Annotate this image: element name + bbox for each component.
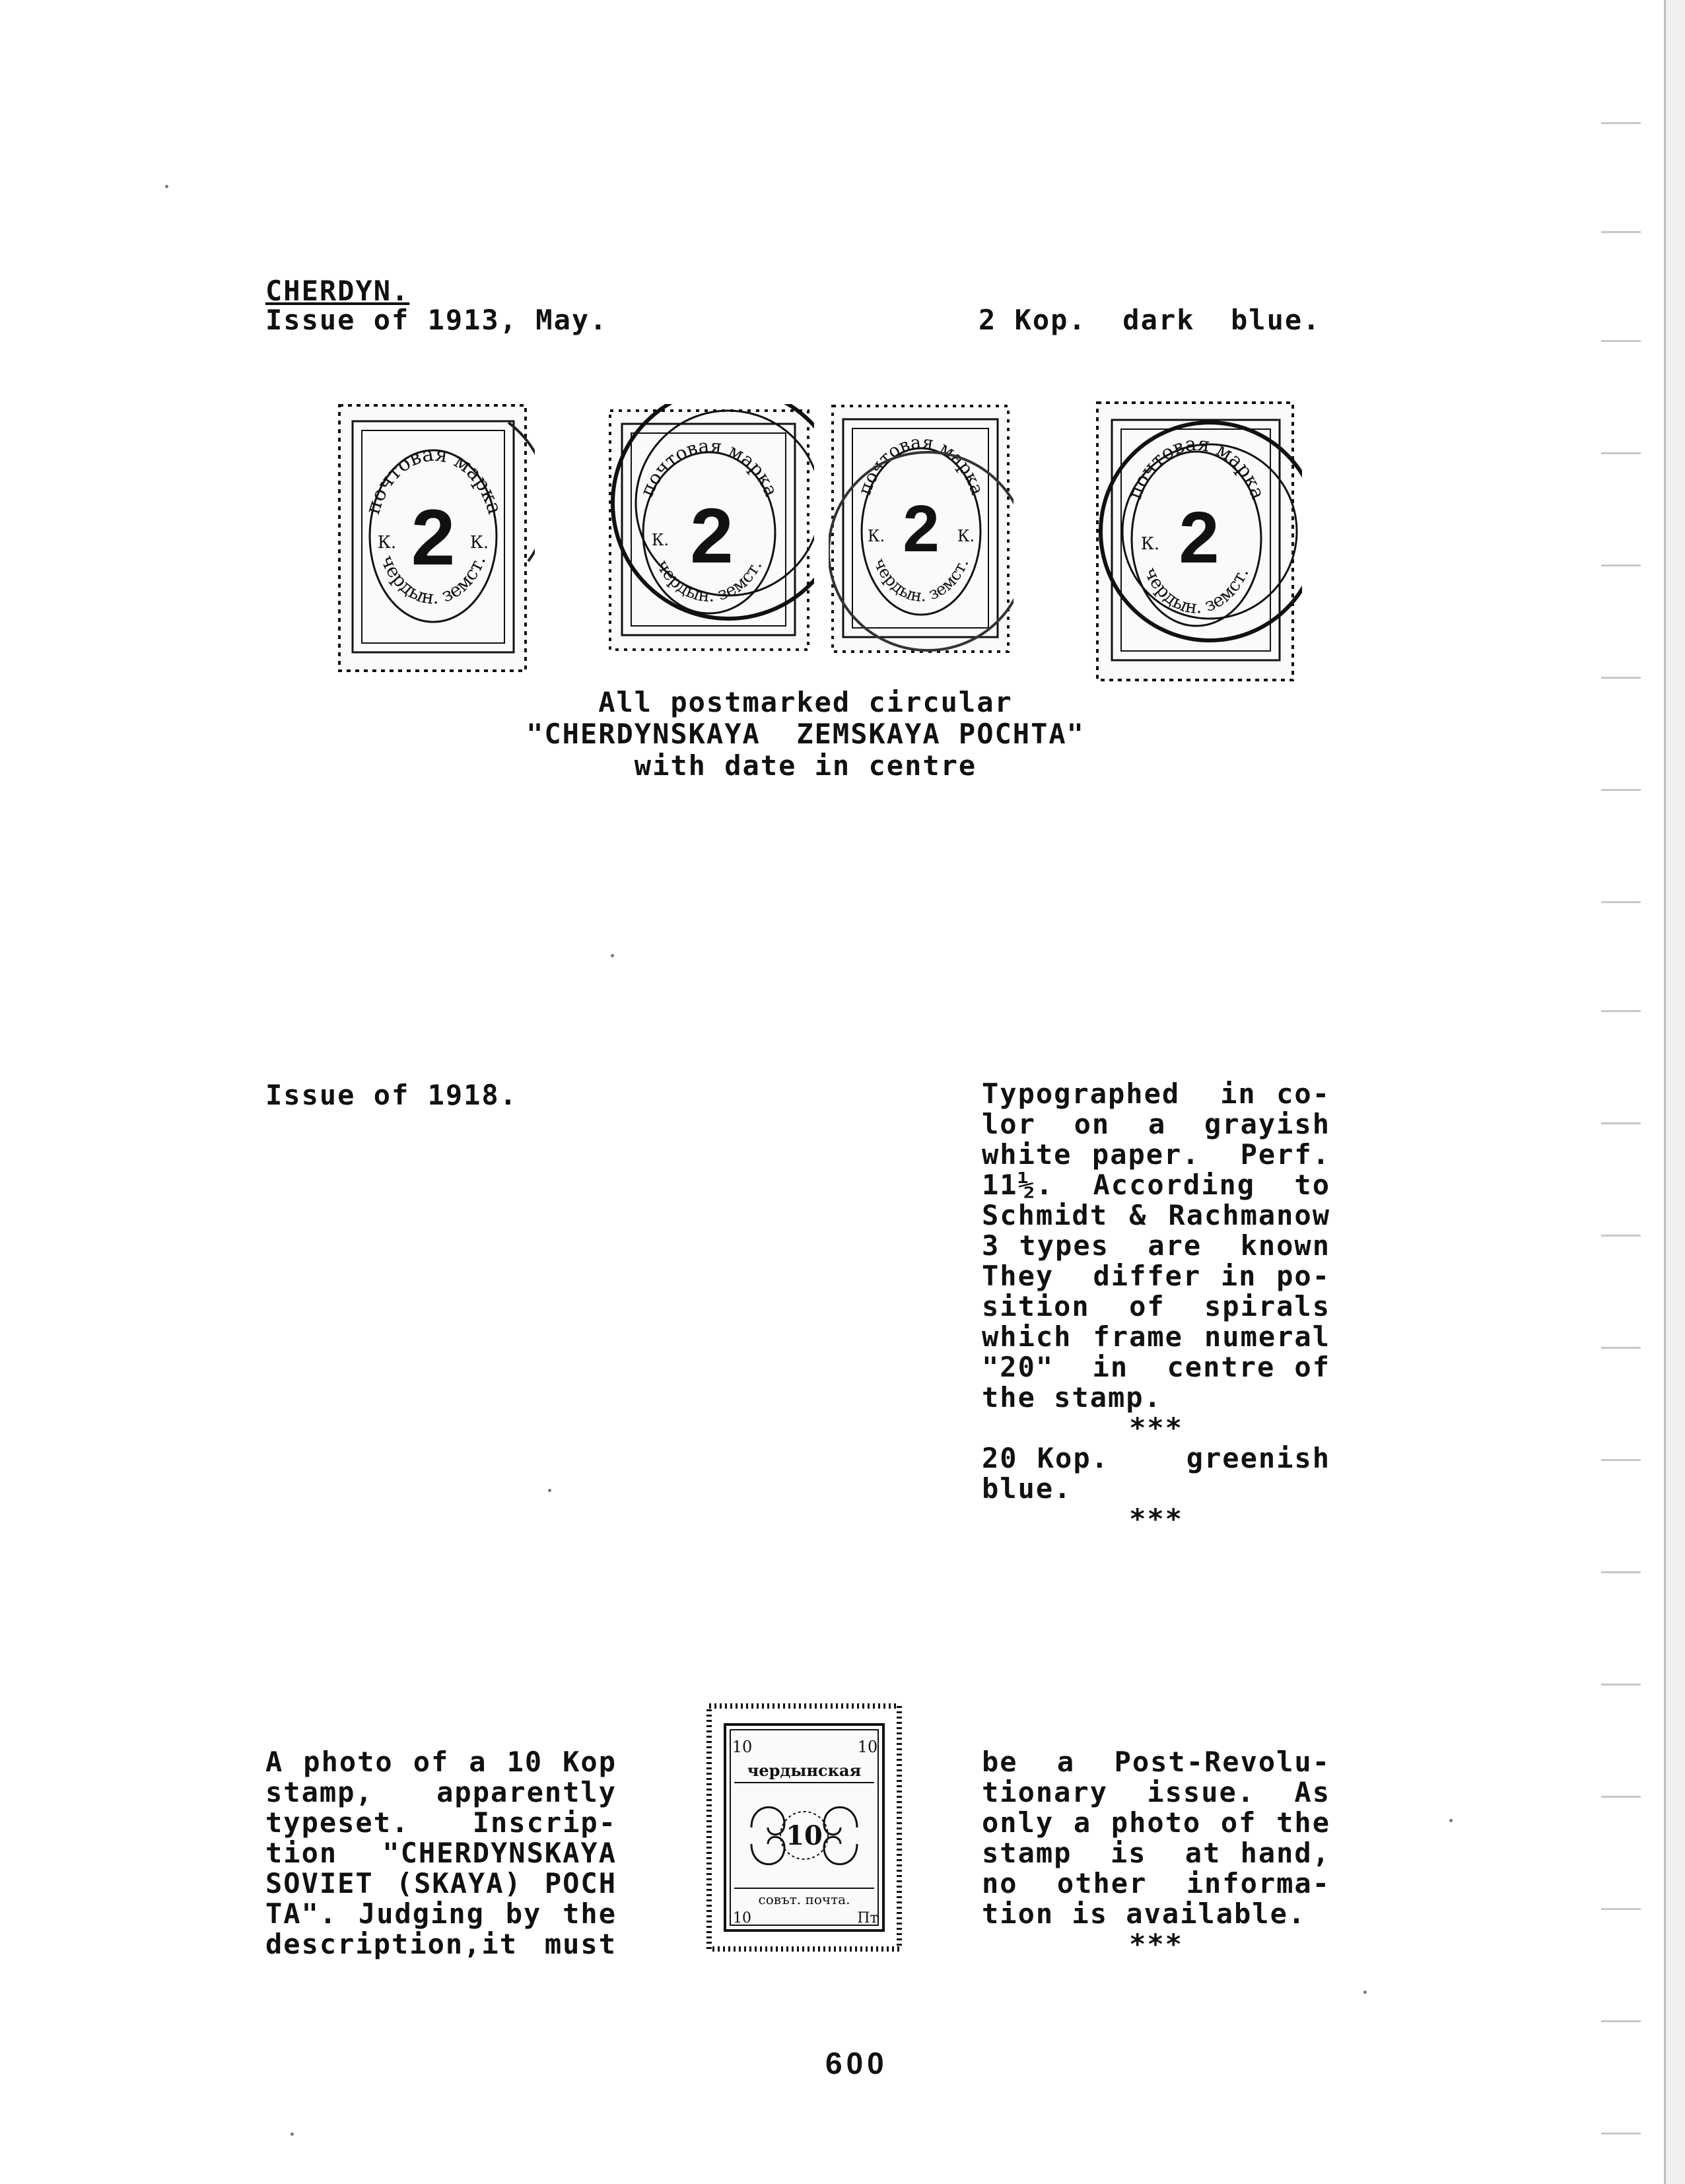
- margin-tick: [1601, 1347, 1641, 1349]
- svg-text:чердынская: чердынская: [747, 1761, 862, 1780]
- svg-text:почтовая марка: почтовая марка: [361, 442, 506, 518]
- text-line: description,it must: [265, 1928, 617, 1960]
- text-line: 11½. According to: [982, 1169, 1330, 1201]
- text-line: SOVIET (SKAYA) POCH: [265, 1867, 617, 1899]
- speck: [548, 1489, 551, 1492]
- text-line: typeset. Inscrip-: [265, 1806, 617, 1839]
- speck: [1449, 1819, 1453, 1822]
- svg-text:Пт: Пт: [857, 1910, 878, 1927]
- text-line: Typographed in co-: [982, 1077, 1330, 1110]
- margin-tick: [1601, 564, 1641, 566]
- text-line: which frame numeral: [982, 1320, 1330, 1353]
- svg-text:2: 2: [411, 493, 456, 582]
- svg-text:почтовая марка: почтовая марка: [854, 432, 988, 498]
- text-line: no other informa-: [982, 1867, 1330, 1899]
- svg-text:10: 10: [786, 1820, 823, 1851]
- svg-text:2: 2: [903, 492, 940, 566]
- text-line: tion "CHERDYNSKAYA: [265, 1837, 617, 1869]
- binding-edge: [1664, 0, 1685, 2184]
- margin-tick: [1601, 1235, 1641, 1237]
- margin-tick: [1601, 1571, 1641, 1573]
- stamp-1913-4: [1091, 396, 1302, 687]
- separator-stars: ***: [1129, 1928, 1183, 1960]
- svg-text:К.: К.: [651, 531, 670, 549]
- text-line: Schmidt & Rachmanow: [982, 1199, 1330, 1231]
- margin-tick: [1601, 1122, 1641, 1124]
- svg-text:К.: К.: [867, 527, 885, 545]
- page-number: 600: [825, 2046, 888, 2080]
- svg-text:К.: К.: [469, 533, 489, 553]
- margin-tick: [1601, 452, 1641, 454]
- separator-stars: ***: [1129, 1412, 1183, 1444]
- margin-tick: [1601, 2133, 1641, 2134]
- margin-tick: [1601, 1684, 1641, 1686]
- svg-text:К.: К.: [1140, 534, 1160, 554]
- margin-tick: [1601, 789, 1641, 791]
- text-line: sition of spirals: [982, 1290, 1330, 1322]
- issue-1913-value: 2 Kop. dark blue.: [979, 304, 1321, 336]
- svg-text:почтовая марка: почтовая марка: [1123, 432, 1270, 502]
- svg-text:10: 10: [857, 1738, 878, 1756]
- text-line: TA". Judging by the: [265, 1897, 617, 1930]
- stamps-1913-caption: [475, 687, 1136, 782]
- svg-text:10: 10: [732, 1738, 753, 1756]
- stamp-1913-3: [829, 399, 1014, 657]
- value-1918-line: 20 Kop. greenish: [982, 1442, 1330, 1474]
- caption-line: "CHERDYNSKAYA ZEMSKAYA POCHTA": [526, 718, 1085, 750]
- margin-tick: [1601, 122, 1641, 124]
- svg-text:10: 10: [733, 1910, 751, 1927]
- svg-text:2: 2: [690, 493, 734, 580]
- text-line: white paper. Perf.: [982, 1138, 1330, 1171]
- speck: [165, 185, 168, 188]
- text-line: be a Post-Revolu-: [982, 1746, 1330, 1778]
- text-line: 3 types are known: [982, 1229, 1330, 1262]
- svg-text:К.: К.: [377, 533, 397, 553]
- text-line: tion is available.: [982, 1897, 1307, 1930]
- svg-text:чердын. земст.: чердын. земст.: [652, 557, 767, 607]
- margin-tick: [1601, 2020, 1641, 2022]
- stamp-10-kop: [705, 1702, 903, 1953]
- section-title: CHERDYN.: [265, 275, 410, 307]
- text-line: They differ in po-: [982, 1260, 1330, 1292]
- text-line: only a photo of the: [982, 1806, 1330, 1839]
- separator-stars: ***: [1129, 1503, 1183, 1535]
- caption-line: with date in centre: [634, 749, 977, 782]
- margin-tick: [1601, 1796, 1641, 1798]
- photo-description-left: [265, 1747, 617, 1960]
- margin-tick: [1601, 901, 1641, 903]
- text-line: A photo of a 10 Kop: [265, 1746, 617, 1778]
- margin-tick: [1601, 677, 1641, 679]
- issue-1913-heading: Issue of 1913, May.: [265, 304, 608, 336]
- svg-text:2: 2: [1179, 497, 1220, 578]
- photo-description-right: [982, 1747, 1330, 1960]
- text-line: tionary issue. As: [982, 1776, 1330, 1808]
- speck: [611, 954, 614, 957]
- text-line: "20" in centre of: [982, 1351, 1330, 1383]
- stamp-1913-1: [330, 396, 535, 680]
- text-line: the stamp.: [982, 1381, 1162, 1414]
- text-line: stamp, apparently: [265, 1776, 617, 1808]
- caption-line: All postmarked circular: [598, 686, 1013, 718]
- svg-text:чердын. земст.: чердын. земст.: [376, 551, 490, 609]
- svg-text:чердын. земст.: чердын. земст.: [870, 555, 973, 606]
- issue-1918-heading: Issue of 1918.: [265, 1079, 518, 1111]
- speck: [1363, 1991, 1367, 1994]
- speck: [291, 2133, 294, 2136]
- stamp-1913-2: [606, 404, 814, 655]
- svg-text:почтовая марка: почтовая марка: [636, 434, 782, 500]
- margin-tick: [1601, 1010, 1641, 1012]
- margin-tick: [1601, 231, 1641, 233]
- issue-1918-description: [982, 1079, 1330, 1534]
- value-1918-line: blue.: [982, 1472, 1072, 1505]
- margin-tick: [1601, 1908, 1641, 1910]
- margin-tick: [1601, 1459, 1641, 1461]
- margin-tick: [1601, 340, 1641, 342]
- svg-text:совът. почта.: совът. почта.: [758, 1892, 850, 1907]
- svg-text:чердын. земст.: чердын. земст.: [1140, 564, 1253, 618]
- svg-text:К.: К.: [957, 527, 975, 545]
- text-line: stamp is at hand,: [982, 1837, 1330, 1869]
- text-line: lor on a grayish: [982, 1108, 1330, 1140]
